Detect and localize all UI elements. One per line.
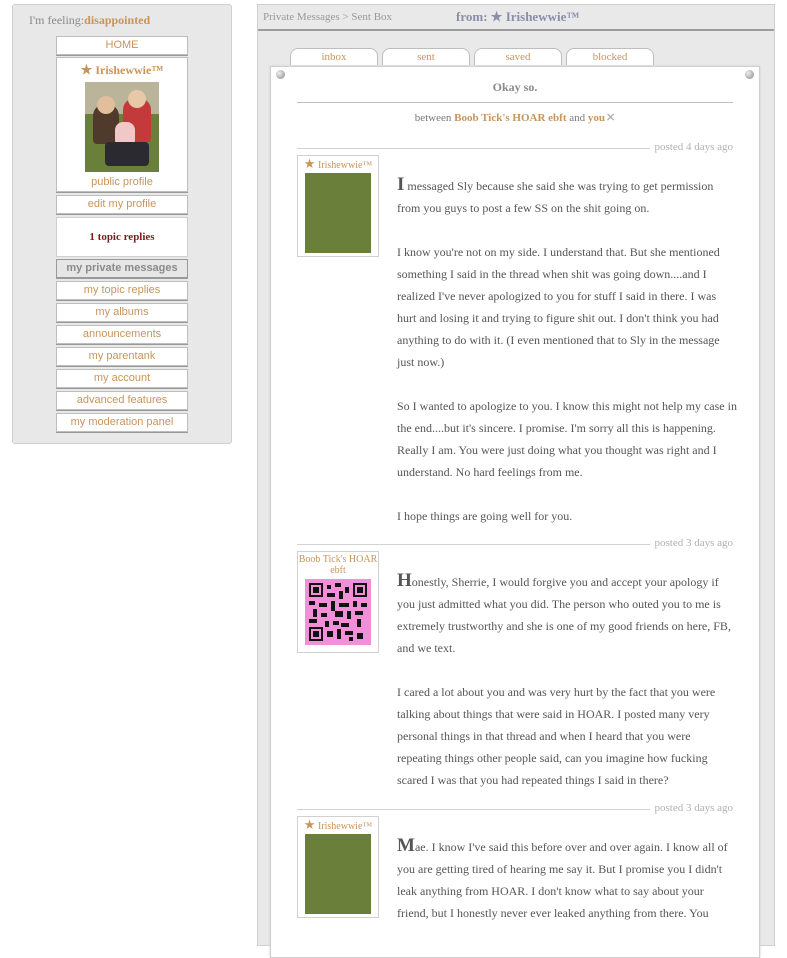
- user-sidebar: [12, 4, 232, 444]
- topic-replies-badge[interactable]: 1 topic replies: [56, 217, 188, 257]
- tab-sent[interactable]: sent: [382, 48, 470, 65]
- drop-cap: H: [397, 570, 412, 591]
- paragraph-text: ae. I know I've said this before over and over again. I know all of you are getting tired of hearing me say it. But I promise you I didn't leak anything from HOAR. I don't know what to say about your friend, but I honestly never ever leaked anything from there. You: [397, 840, 728, 920]
- close-icon[interactable]: ✕: [606, 112, 616, 124]
- sidebar-item-parentank[interactable]: my parentank: [56, 347, 188, 366]
- message-paragraph: I hope things are going well for you.: [397, 509, 573, 523]
- sidebar-item-moderation-panel[interactable]: my moderation panel: [56, 413, 188, 432]
- message-paragraph: [397, 835, 737, 924]
- pin-icon: [745, 70, 754, 79]
- message-body: [397, 570, 737, 813]
- mood-label: I'm feeling:: [29, 13, 85, 27]
- pin-icon: [276, 70, 285, 79]
- from-user[interactable]: Irishewwie™: [505, 9, 580, 24]
- qr-code-icon: [309, 583, 367, 641]
- from-prefix: from:: [456, 9, 488, 24]
- breadcrumb[interactable]: Private Messages > Sent Box: [263, 11, 393, 23]
- from-label: [456, 9, 579, 25]
- message-body: [397, 835, 737, 946]
- qr-code-avatar[interactable]: [305, 579, 371, 645]
- drop-cap: I: [397, 174, 405, 195]
- sidebar-item-topic-replies[interactable]: my topic replies: [56, 281, 188, 300]
- sidebar-item-account[interactable]: my account: [56, 369, 188, 388]
- conversation-card: [270, 66, 760, 958]
- profile-card[interactable]: [56, 57, 188, 192]
- message-paragraph: [397, 570, 737, 659]
- mood-value[interactable]: disappointed: [84, 13, 151, 27]
- author-name[interactable]: Boob Tick's HOAR ebft: [298, 554, 378, 576]
- message-body: [397, 174, 737, 549]
- message-panel: [257, 4, 775, 946]
- tab-inbox[interactable]: inbox: [290, 48, 378, 65]
- message-header: [258, 5, 774, 31]
- author-avatar-card[interactable]: [297, 155, 379, 257]
- and-label: and: [569, 112, 586, 124]
- author-name[interactable]: [298, 158, 378, 171]
- post-timestamp: posted 3 days ago: [650, 537, 733, 549]
- mood-status: [29, 13, 150, 28]
- author-avatar[interactable]: [305, 173, 371, 253]
- participants-line: [271, 111, 759, 124]
- drop-cap: M: [397, 835, 415, 856]
- post-timestamp: posted 4 days ago: [650, 141, 733, 153]
- paragraph-text: messaged Sly because she said she was trying to get permission from you guys to post a few SS on the shit going on.: [397, 179, 714, 215]
- between-label: between: [414, 112, 452, 124]
- author-avatar-card[interactable]: [297, 551, 379, 653]
- paragraph-text: onestly, Sherrie, I would forgive you and accept your apology if you just admitted what you did. The person who outed you to me is extremely trustworthy and she is one of my good friends on here, FB, and we text.: [397, 575, 731, 655]
- divider: [297, 102, 733, 103]
- star-icon: ★: [303, 817, 316, 832]
- star-icon: ★: [490, 9, 503, 24]
- participant-link[interactable]: Boob Tick's HOAR ebft: [454, 112, 567, 124]
- message-paragraph: I know you're not on my side. I understand that. But she mentioned something I said in the thread when shit was going down....and I realized I've never apologized to you for stuff I said in there. I was hurt and losing it and trying to figure shit out. I don't think you had anything to do with it. (I even mentioned that to Sly in the message just now.): [397, 245, 720, 369]
- sidebar-item-albums[interactable]: my albums: [56, 303, 188, 322]
- divider: [297, 809, 652, 810]
- message-paragraph: So I wanted to apologize to you. I know this might not help my case in the end....but it's sincere. I promise. I'm sorry all this is happening. Really I am. You were just doing what you thought was right and I understand. No hard feelings from me.: [397, 399, 737, 479]
- home-link[interactable]: HOME: [56, 36, 188, 55]
- author-name[interactable]: [298, 819, 378, 832]
- divider: [297, 148, 652, 149]
- sidebar-item-advanced-features[interactable]: advanced features: [56, 391, 188, 410]
- profile-name[interactable]: [57, 62, 187, 78]
- divider: [297, 544, 652, 545]
- sidebar-item-announcements[interactable]: announcements: [56, 325, 188, 344]
- post-timestamp: posted 3 days ago: [650, 802, 733, 814]
- author-avatar-card[interactable]: [297, 816, 379, 918]
- participant-self: you: [587, 112, 606, 124]
- author-name-text: Irishewwie™: [317, 160, 373, 171]
- star-icon: ★: [303, 156, 316, 171]
- message-paragraph: [397, 174, 737, 219]
- message-subject: Okay so.: [492, 80, 538, 94]
- public-profile-link[interactable]: public profile: [91, 176, 153, 188]
- author-avatar[interactable]: [305, 834, 371, 914]
- edit-profile-link[interactable]: edit my profile: [56, 195, 188, 214]
- sidebar-item-private-messages[interactable]: my private messages: [56, 259, 188, 278]
- profile-photo[interactable]: [85, 82, 159, 172]
- message-paragraph: I cared a lot about you and was very hurt by the fact that you were talking about things that were said in HOAR. I posted many very personal things in that thread and when I heard that you were repeating things other people said, can you imagine how fucking scared I was that you had repeated things I said in there?: [397, 685, 716, 787]
- author-name-text: Irishewwie™: [317, 821, 373, 832]
- star-icon: ★: [80, 62, 93, 77]
- tab-saved[interactable]: saved: [474, 48, 562, 65]
- tab-blocked[interactable]: blocked: [566, 48, 654, 65]
- profile-name-text: Irishewwie™: [95, 63, 164, 77]
